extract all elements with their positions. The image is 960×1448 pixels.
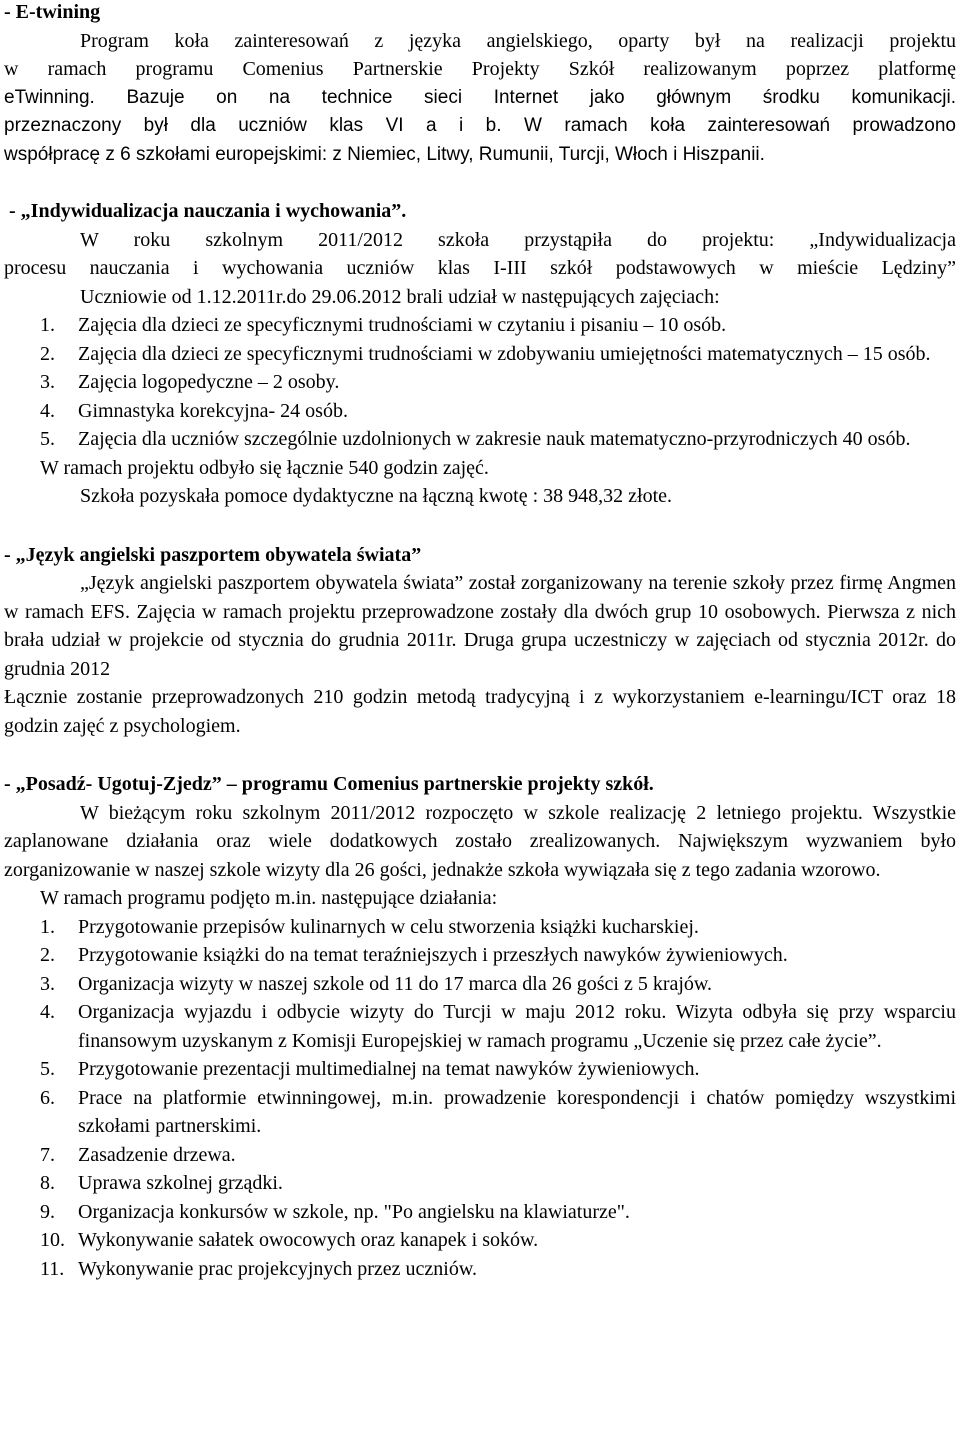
list-item-number: 6. [40,1086,55,1109]
list-item-number: 1. [40,314,55,336]
posadz-intro: W ramach programu podjęto m.in. następujące działania: [40,887,498,909]
list-item [4,1055,956,1084]
list-item-text: Zasadzenie drzewa. [78,1143,236,1166]
document-page [4,0,956,1283]
list-item-number: 2. [40,944,55,966]
jezyk-paragraph-1: „Język angielski paszportem obywatela świata” został zorganizowany na terenie szkoły przez firmę Angmen w ramach EFS. Zajęcia w ramach projektu przeprowadzone zostały dla dwóch grup 10 osobowych. Pierwsza z nich brała udział w projekcie od stycznia do grudnia 2011r. Druga grupa uczestniczy w zajęciach od stycznia 2012r. do grudnia 2012 [4,572,956,680]
section-title-jezyk-angielski: - „Język angielski paszportem obywatela świata” [4,543,422,566]
list-item [4,1198,956,1227]
list-item-text: Zajęcia logopedyczne – 2 osoby. [78,371,340,393]
list-item-number: 3. [40,972,55,995]
list-item-text: Wykonywanie sałatek owocowych oraz kanapek i soków. [78,1229,539,1251]
list-item-number: 9. [40,1200,55,1223]
list-item [4,368,956,397]
list-item [4,1141,956,1170]
list-item-number: 8. [40,1172,55,1194]
list-item-text: Prace na platformie etwinningowej, m.in. prowadzenie korespondencji i chatów pomiędzy wszystkimi szkołami partnerskimi. [78,1086,956,1137]
etwinning-line-3: eTwinning. Bazuje on na technice sieci Internet jako głównym środku komunikacji. [4,86,956,108]
list-item [4,970,956,999]
list-item-number: 4. [40,399,55,422]
list-item-text: Zajęcia dla uczniów szczególnie uzdolnionych w zakresie nauk matematyczno-przyrodniczych 40 osób. [78,428,911,450]
list-item-number: 11. [40,1257,65,1280]
etwinning-line-4: przeznaczony był dla uczniów klas VI a i b. W ramach koła zainteresowań prowadzono [4,115,956,136]
indyw-line-1: W roku szkolnym 2011/2012 szkoła przystąpiła do projektu: „Indywidualizacja [80,228,956,251]
list-item [4,340,956,369]
list-item-number: 5. [40,428,55,450]
list-item-text: Organizacja konkursów w szkole, np. "Po angielsku na klawiaturze". [78,1200,630,1223]
list-item-text: Organizacja wyjazdu i odbycie wizyty do Turcji w maju 2012 roku. Wizyta odbyła się przy wsparciu finansowym uzyskanym z Komisji Europejskiej w ramach programu „Uczenie się przez całe życie”. [78,1001,956,1052]
list-item-text: Zajęcia dla dzieci ze specyficznymi trudnościami w czytaniu i pisaniu – 10 osób. [78,314,727,336]
list-item-number: 5. [40,1058,55,1080]
etwinning-line-1: Program koła zainteresowań z języka angielskiego, oparty był na realizacji projektu [80,29,956,52]
list-item [4,1169,956,1198]
list-item [4,1084,956,1141]
jezyk-paragraph-2: Łącznie zostanie przeprowadzonych 210 godzin metodą tradycyjną i z wykorzystaniem e-learningu/ICT oraz 18 godzin zajęć z psychologiem. [4,686,956,737]
indyw-line-2: procesu nauczania i wychowania uczniów klas I-III szkół podstawowych w mieście Lędziny” [4,257,956,279]
list-item [4,1255,956,1284]
indyw-line-3: Uczniowie od 1.12.2011r.do 29.06.2012 brali udział w następujących zajęciach: [80,285,720,308]
list-item-number: 1. [40,915,55,938]
list-item [4,913,956,942]
spacer [4,740,956,770]
list-item-text: Wykonywanie prac projekcyjnych przez uczniów. [78,1257,477,1280]
list-item-text: Gimnastyka korekcyjna- 24 osób. [78,399,348,422]
indyw-summary-funds: Szkoła pozyskała pomoce dydaktyczne na łączną kwotę : 38 948,32 złote. [80,485,673,507]
list-item-text: Uprawa szkolnej grządki. [78,1172,283,1194]
list-item-number: 2. [40,342,55,365]
spacer [4,169,956,197]
posadz-paragraph: W bieżącym roku szkolnym 2011/2012 rozpoczęto w szkole realizację 2 letniego projektu. Wszystkie zaplanowane działania oraz wiele dodatkowych zostało zrealizowanych. Największym wyzwaniem było zorganizowanie w naszej szkole wizyty dla 26 gości, jednakże szkoła wywiązała się z tego zadania wzorowo. [4,801,956,881]
section-title-indywidualizacja: - „Indywidualizacja nauczania i wychowania”. [4,200,407,222]
list-item [4,397,956,426]
posadz-activity-list [4,913,956,1284]
list-item-text: Organizacja wizyty w naszej szkole od 11 do 17 marca dla 26 gości z 5 krajów. [78,972,713,995]
list-item-number: 10. [40,1229,65,1251]
list-item-number: 3. [40,371,55,393]
spacer [4,511,956,541]
list-item [4,998,956,1055]
list-item [4,941,956,970]
etwinning-line-2: w ramach programu Comenius Partnerskie Projekty Szkół realizowanym poprzez platformę [4,58,956,80]
indyw-activity-list [4,311,956,454]
section-title-etwinning: - E-twining [4,1,101,23]
indyw-summary-hours: W ramach projektu odbyło się łącznie 540 godzin zajęć. [40,456,489,479]
list-item-text: Zajęcia dla dzieci ze specyficznymi trudnościami w zdobywaniu umiejętności matematycznych – 15 osób. [78,342,931,365]
list-item-number: 7. [40,1143,55,1166]
list-item-number: 4. [40,1001,55,1023]
etwinning-line-5: współpracę z 6 szkołami europejskimi: z Niemiec, Litwy, Rumunii, Turcji, Włoch i Hiszpanii. [4,143,765,165]
list-item [4,311,956,340]
list-item-text: Przygotowanie książki do na temat teraźniejszych i przeszłych nawyków żywieniowych. [78,944,788,966]
list-item-text: Przygotowanie przepisów kulinarnych w celu stworzenia książki kucharskiej. [78,915,699,938]
list-item [4,1226,956,1255]
list-item-text: Przygotowanie prezentacji multimedialnej na temat nawyków żywieniowych. [78,1058,700,1080]
section-title-posadz: - „Posadź- Ugotuj-Zjedz” – programu Comenius partnerskie projekty szkół. [4,773,654,795]
list-item [4,425,956,454]
